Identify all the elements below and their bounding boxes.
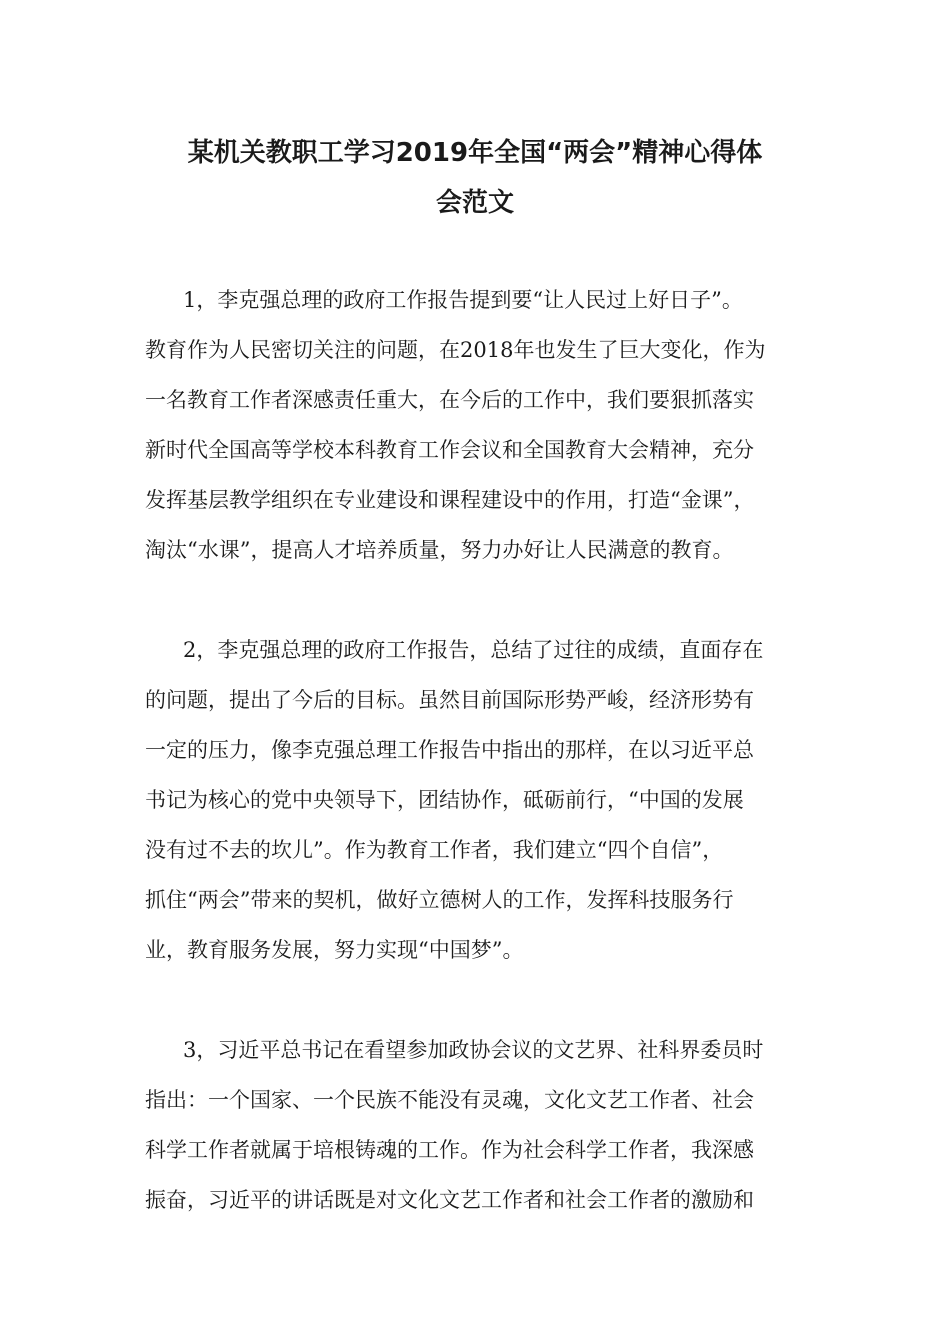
paragraph-line: 发挥基层教学组织在专业建设和课程建设中的作用，打造“金课”， xyxy=(145,488,755,512)
paragraph-line: 没有过不去的坎儿”。作为教育工作者，我们建立“四个自信”， xyxy=(145,838,724,862)
paragraph-line: 业，教育服务发展，努力实现“中国梦”。 xyxy=(145,938,524,962)
title-line: 某机关教职工学习2019年全国“两会”精神心得体 xyxy=(187,138,763,168)
document-title xyxy=(130,128,820,228)
paragraph-line: 新时代全国高等学校本科教育工作会议和全国教育大会精神，充分 xyxy=(145,438,754,462)
title-line: 会范文 xyxy=(435,188,514,218)
paragraph-line: 振奋，习近平的讲话既是对文化文艺工作者和社会工作者的激励和 xyxy=(145,1188,754,1212)
paragraph-line: 科学工作者就属于培根铸魂的工作。作为社会科学工作者，我深感 xyxy=(145,1138,754,1162)
paragraph-line: 一名教育工作者深感责任重大，在今后的工作中，我们要狠抓落实 xyxy=(145,388,754,412)
paragraph-1 xyxy=(145,275,825,575)
paragraph-3 xyxy=(145,1025,825,1225)
paragraph-line: 一定的压力，像李克强总理工作报告中指出的那样，在以习近平总 xyxy=(145,738,754,762)
paragraph-line: 的问题，提出了今后的目标。虽然目前国际形势严峻，经济形势有 xyxy=(145,688,754,712)
paragraph-line: 抓住“两会”带来的契机，做好立德树人的工作，发挥科技服务行 xyxy=(145,888,734,912)
paragraph-line: 书记为核心的党中央领导下，团结协作，砥砺前行，“中国的发展 xyxy=(145,788,744,812)
paragraph-line: 教育作为人民密切关注的问题，在2018年也发生了巨大变化，作为 xyxy=(145,338,766,362)
paragraph-line: 1，李克强总理的政府工作报告提到要“让人民过上好日子”。 xyxy=(183,288,743,312)
paragraph-line: 3，习近平总书记在看望参加政协会议的文艺界、社科界委员时 xyxy=(183,1038,764,1062)
paragraph-line: 淘汰“水课”，提高人才培养质量，努力办好让人民满意的教育。 xyxy=(145,538,734,562)
paragraph-line: 2，李克强总理的政府工作报告，总结了过往的成绩，直面存在 xyxy=(183,638,764,662)
paragraph-2 xyxy=(145,625,825,975)
paragraph-line: 指出：一个国家、一个民族不能没有灵魂，文化文艺工作者、社会 xyxy=(145,1088,754,1112)
